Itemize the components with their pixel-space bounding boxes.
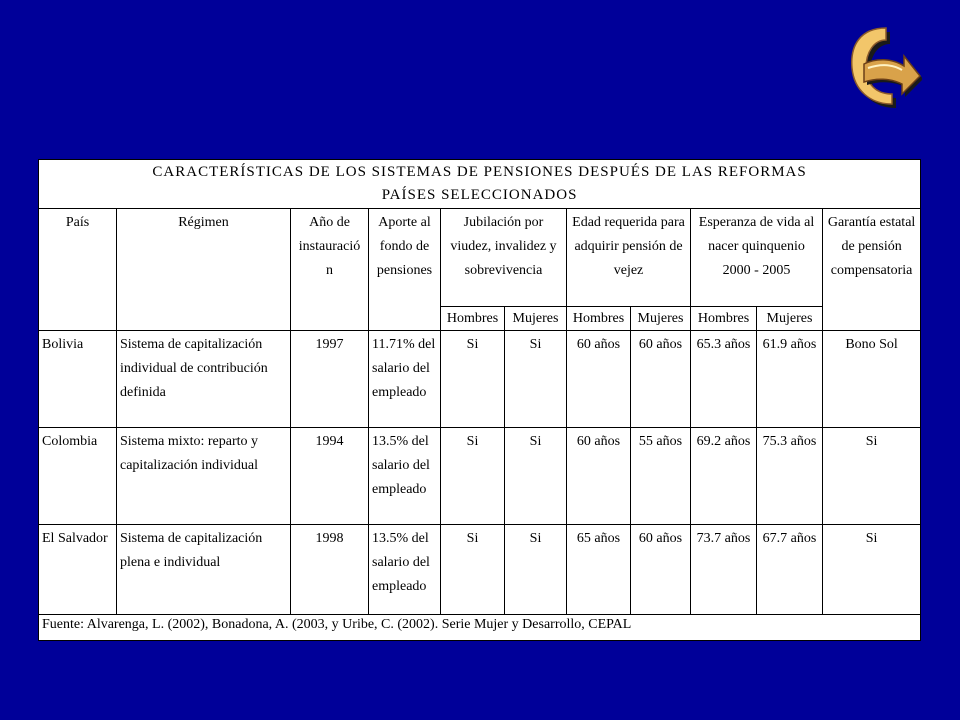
subheader-jub-hombres: Hombres bbox=[441, 307, 505, 331]
cell-pais: El Salvador bbox=[39, 525, 117, 615]
cell-edad-hombres: 60 años bbox=[567, 428, 631, 525]
cell-esp-hombres: 65.3 años bbox=[691, 331, 757, 428]
cell-aporte: 13.5% del salario del empleado bbox=[369, 525, 441, 615]
cell-garantia: Si bbox=[823, 428, 921, 525]
table-title bbox=[39, 160, 921, 209]
cell-jub-mujeres: Si bbox=[505, 428, 567, 525]
cell-regimen: Sistema de capitalización individual de contribución definida bbox=[117, 331, 291, 428]
cell-anio: 1998 bbox=[291, 525, 369, 615]
cell-garantia: Si bbox=[823, 525, 921, 615]
cell-edad-mujeres: 60 años bbox=[631, 525, 691, 615]
cell-regimen: Sistema de capitalización plena e individual bbox=[117, 525, 291, 615]
header-regimen: Régimen bbox=[117, 209, 291, 331]
cell-esp-mujeres: 75.3 años bbox=[757, 428, 823, 525]
cell-esp-hombres: 73.7 años bbox=[691, 525, 757, 615]
table-title-line1: CARACTERÍSTICAS DE LOS SISTEMAS DE PENSIONES DESPUÉS DE LAS REFORMAS bbox=[152, 164, 807, 180]
cell-jub-mujeres: Si bbox=[505, 331, 567, 428]
subheader-esp-hombres: Hombres bbox=[691, 307, 757, 331]
curved-arrow-logo-icon bbox=[846, 24, 922, 112]
cell-aporte: 11.71% del salario del empleado bbox=[369, 331, 441, 428]
cell-aporte: 13.5% del salario del empleado bbox=[369, 428, 441, 525]
cell-edad-hombres: 65 años bbox=[567, 525, 631, 615]
table-row bbox=[39, 525, 921, 615]
table-title-line2: PAÍSES SELECCIONADOS bbox=[381, 187, 578, 203]
subheader-edad-mujeres: Mujeres bbox=[631, 307, 691, 331]
table-row bbox=[39, 428, 921, 525]
table-row bbox=[39, 331, 921, 428]
cell-jub-hombres: Si bbox=[441, 525, 505, 615]
header-pais: País bbox=[39, 209, 117, 331]
header-jubilacion: Jubilación por viudez, invalidez y sobrevivencia bbox=[441, 209, 567, 307]
header-edad: Edad requerida para adquirir pensión de vejez bbox=[567, 209, 691, 307]
table-source: Fuente: Alvarenga, L. (2002), Bonadona, A. (2003, y Uribe, C. (2002). Serie Mujer y Desarrollo, CEPAL bbox=[39, 615, 921, 641]
cell-esp-mujeres: 61.9 años bbox=[757, 331, 823, 428]
cell-garantia: Bono Sol bbox=[823, 331, 921, 428]
cell-esp-hombres: 69.2 años bbox=[691, 428, 757, 525]
cell-jub-hombres: Si bbox=[441, 331, 505, 428]
cell-pais: Colombia bbox=[39, 428, 117, 525]
header-garantia: Garantía estatal de pensión compensatoria bbox=[823, 209, 921, 331]
cell-edad-mujeres: 55 años bbox=[631, 428, 691, 525]
cell-esp-mujeres: 67.7 años bbox=[757, 525, 823, 615]
cell-pais: Bolivia bbox=[39, 331, 117, 428]
cell-anio: 1997 bbox=[291, 331, 369, 428]
header-anio: Año de instauració n bbox=[291, 209, 369, 331]
cell-edad-mujeres: 60 años bbox=[631, 331, 691, 428]
cell-jub-mujeres: Si bbox=[505, 525, 567, 615]
subheader-edad-hombres: Hombres bbox=[567, 307, 631, 331]
header-aporte: Aporte al fondo de pensiones bbox=[369, 209, 441, 331]
header-esperanza: Esperanza de vida al nacer quinquenio 2000 - 2005 bbox=[691, 209, 823, 307]
cell-anio: 1994 bbox=[291, 428, 369, 525]
subheader-esp-mujeres: Mujeres bbox=[757, 307, 823, 331]
cell-edad-hombres: 60 años bbox=[567, 331, 631, 428]
cell-regimen: Sistema mixto: reparto y capitalización individual bbox=[117, 428, 291, 525]
subheader-jub-mujeres: Mujeres bbox=[505, 307, 567, 331]
pension-systems-table bbox=[38, 159, 920, 639]
cell-jub-hombres: Si bbox=[441, 428, 505, 525]
